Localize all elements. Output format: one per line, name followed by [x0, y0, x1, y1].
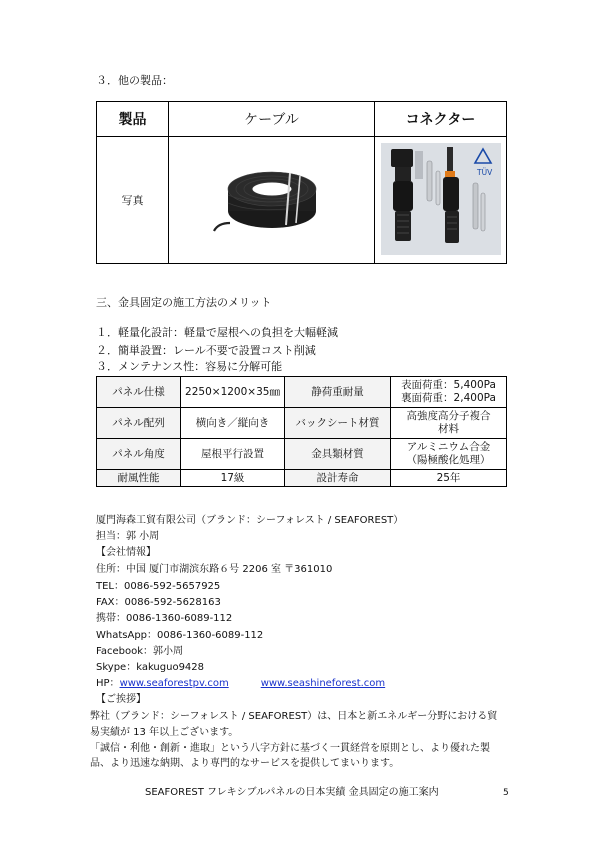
spec-label: 設計寿命: [285, 470, 391, 487]
company-whatsapp: WhatsApp：0086-1360-6089-112: [96, 630, 264, 641]
spec-value-line: 25年: [436, 471, 461, 484]
cable-photo-cell: [169, 137, 375, 264]
spec-value-line: 材料: [438, 423, 459, 435]
table-row: [97, 377, 507, 408]
photo-label-cell: 写真: [97, 137, 169, 264]
merit-item: ２．簡単設置：レール不要で設置コスト削減: [96, 344, 316, 357]
spec-label: パネル仕様: [97, 377, 181, 408]
spec-value: 横向き／縦向き: [181, 408, 285, 439]
cable-header-cell: ケーブル: [169, 102, 375, 137]
spec-label: 静荷重耐量: [285, 377, 391, 408]
company-facebook: Facebook：郭小周: [96, 646, 183, 657]
spec-value: [391, 470, 507, 487]
company-tel: TEL：0086-592-5657925: [96, 581, 221, 592]
spec-label: パネル角度: [97, 439, 181, 470]
spec-label: 耐風性能: [97, 470, 181, 487]
greeting-line: 弊社（ブランド：シーフォレスト / SEAFOREST）は、日本と新エネルギー分野における貿: [90, 711, 498, 722]
connector-image: [381, 143, 501, 255]
product-header-cell: 製品: [97, 102, 169, 137]
spec-value: 17級: [181, 470, 285, 487]
page-number: 5: [503, 788, 509, 798]
spec-value: [391, 439, 507, 470]
contact-person: 担当：郭 小周: [96, 531, 160, 542]
greeting-line: 易実績が 13 年以上ございます。: [90, 727, 239, 738]
section-heading-other-products: ３．他の製品：: [96, 74, 173, 87]
company-info-header: 【会社情報】: [96, 547, 156, 558]
spec-value-line: 裏面荷重：2,400Pa: [401, 392, 496, 404]
spec-value: [391, 408, 507, 439]
homepage-link-seashineforest[interactable]: www.seashineforest.com: [260, 678, 386, 689]
company-homepage: [96, 677, 385, 691]
spec-table: [96, 376, 507, 487]
connector-header-cell: コネクター: [375, 102, 507, 137]
footer-text: SEAFOREST フレキシブルパネルの日本実績 金具固定の施工案内: [145, 787, 439, 798]
connector-photo-cell: [375, 137, 507, 264]
spec-value-line: アルミニウム合金: [406, 441, 491, 453]
spec-value-line: 高強度高分子複合: [406, 410, 491, 422]
spec-value-line: （陽極酸化処理）: [406, 454, 491, 466]
merit-item: １．軽量化設計：軽量で屋根への負担を大幅軽減: [96, 326, 338, 339]
company-mobile: 携帯：0086-1360-6089-112: [96, 613, 233, 624]
table-row: [97, 439, 507, 470]
merit-item: ３．メンテナンス性：容易に分解可能: [96, 360, 283, 373]
company-name: 厦門海森工貿有限公司（ブランド：シーフォレスト / SEAFOREST）: [96, 515, 404, 526]
spec-value: 屋根平行設置: [181, 439, 285, 470]
spec-value-line: 表面荷重：5,400Pa: [401, 379, 496, 391]
spec-label: パネル配列: [97, 408, 181, 439]
section-heading-merits: 三、金具固定の施工方法のメリット: [96, 296, 272, 309]
company-fax: FAX：0086-592-5628163: [96, 597, 221, 608]
spec-label: バックシート材質: [285, 408, 391, 439]
company-skype: Skype：kakuguo9428: [96, 662, 205, 673]
spec-label: 金具類材質: [285, 439, 391, 470]
spec-value: [391, 377, 507, 408]
greeting-line: 品、より迅速な納期、より専門的なサービスを提供してまいります。: [90, 758, 400, 769]
tuv-badge: TÜV: [476, 167, 492, 177]
table-row: [97, 408, 507, 439]
cable-coil-image: [212, 161, 332, 237]
homepage-link-seaforestpv[interactable]: www.seaforestpv.com: [119, 678, 229, 689]
greeting-line: 「誠信・利他・創新・進取」という八字方針に基づく一貫経営を原則とし、より優れた製: [90, 743, 490, 754]
homepage-label: HP：: [96, 678, 120, 689]
spec-value: 2250×1200×35㎜: [181, 377, 285, 408]
company-address: 住所：中国 厦门市湖滨东路６号 2206 室 〒361010: [96, 564, 333, 575]
product-table: [96, 101, 507, 264]
table-row: [97, 470, 507, 487]
greeting-header: 【ご挨拶】: [96, 694, 146, 705]
